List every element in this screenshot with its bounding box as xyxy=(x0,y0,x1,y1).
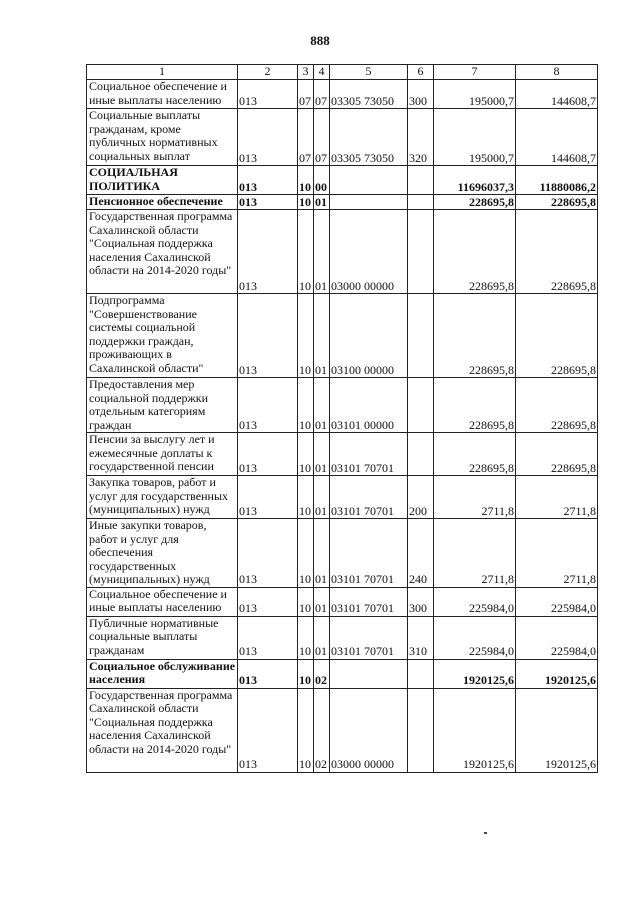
row-subsection-code xyxy=(314,433,330,476)
row-subsection-code-text: 00 xyxy=(315,179,327,194)
row-expense-type-code xyxy=(408,210,434,294)
row-amount-2 xyxy=(516,433,598,476)
row-subsection-code-text: 02 xyxy=(315,673,327,687)
row-name-text: Пенсионное обеспечение xyxy=(89,194,223,208)
row-expense-type-code xyxy=(408,587,434,616)
row-amount-2-text: 228695,8 xyxy=(551,417,596,432)
row-target-item-code xyxy=(330,210,408,294)
row-expense-type-code-text: 320 xyxy=(409,150,427,165)
row-section-code-text: 10 xyxy=(299,460,311,475)
row-amount-2-text: 225984,0 xyxy=(551,601,596,615)
row-name xyxy=(87,195,238,210)
row-ministry-code-text: 013 xyxy=(239,93,257,108)
row-subsection-code-text: 01 xyxy=(315,503,327,518)
row-section-code-text: 10 xyxy=(299,417,311,432)
table-row xyxy=(87,587,598,616)
row-target-item-code xyxy=(330,587,408,616)
row-amount-2-text: 2711,8 xyxy=(563,572,596,586)
row-name xyxy=(87,476,238,519)
row-section-code xyxy=(298,688,314,772)
row-amount-2-text: 228695,8 xyxy=(551,460,596,475)
row-target-item-code-text: 03101 70701 xyxy=(331,503,394,518)
row-subsection-code xyxy=(314,294,330,378)
row-subsection-code-text: 07 xyxy=(315,93,327,108)
row-amount-2 xyxy=(516,294,598,378)
row-expense-type-code xyxy=(408,195,434,210)
row-ministry-code-text: 013 xyxy=(239,673,257,687)
row-target-item-code-text: 03305 73050 xyxy=(331,93,394,108)
row-amount-1 xyxy=(434,587,516,616)
row-ministry-code xyxy=(238,616,298,659)
row-subsection-code-text: 02 xyxy=(315,757,327,771)
row-expense-type-code xyxy=(408,476,434,519)
row-section-code-text: 10 xyxy=(299,673,311,687)
header-cell: 3 xyxy=(298,65,314,80)
row-subsection-code xyxy=(314,688,330,772)
row-name-text: Государственная программа Сахалинской области "Социальная поддержка населения Сахалинской области на 2014-2020 годы" xyxy=(89,209,233,277)
row-section-code xyxy=(298,616,314,659)
row-name xyxy=(87,210,238,294)
row-amount-2 xyxy=(516,80,598,109)
row-ministry-code-text: 013 xyxy=(239,572,257,586)
row-amount-2-text: 228695,8 xyxy=(551,362,596,377)
row-amount-1-text: 225984,0 xyxy=(469,644,514,658)
row-section-code-text: 10 xyxy=(299,179,311,194)
row-target-item-code-text: 03101 00000 xyxy=(331,417,394,432)
row-section-code xyxy=(298,476,314,519)
row-name-text: Социальные выплаты гражданам, кроме публичных нормативных социальных выплат xyxy=(89,108,218,163)
table-row xyxy=(87,294,598,378)
row-name xyxy=(87,519,238,588)
table-row xyxy=(87,378,598,433)
row-ministry-code-text: 013 xyxy=(239,278,257,293)
row-amount-2 xyxy=(516,210,598,294)
row-ministry-code xyxy=(238,688,298,772)
row-subsection-code xyxy=(314,210,330,294)
row-ministry-code xyxy=(238,659,298,688)
row-section-code xyxy=(298,294,314,378)
row-name-text: Публичные нормативные социальные выплаты гражданам xyxy=(89,616,219,657)
row-name-text: Иные закупки товаров, работ и услуг для обеспечения государственных (муниципальных) нужд xyxy=(89,518,210,586)
row-section-code-text: 10 xyxy=(299,572,311,586)
table-row xyxy=(87,210,598,294)
row-target-item-code xyxy=(330,294,408,378)
row-amount-2 xyxy=(516,476,598,519)
row-subsection-code xyxy=(314,378,330,433)
row-expense-type-code-text: 300 xyxy=(409,601,427,615)
header-cell: 1 xyxy=(87,65,238,80)
row-amount-1-text: 228695,8 xyxy=(469,194,514,209)
row-amount-2-text: 144608,7 xyxy=(551,150,596,165)
row-amount-2-text: 1920125,6 xyxy=(545,673,596,687)
row-target-item-code xyxy=(330,476,408,519)
row-target-item-code xyxy=(330,80,408,109)
row-name-text: Социальное обеспечение и иные выплаты населению xyxy=(89,79,227,107)
row-name-text: Пенсии за выслугу лет и ежемесячные доплаты к государственной пенсии xyxy=(89,432,215,473)
row-target-item-code-text: 03100 00000 xyxy=(331,362,394,377)
row-ministry-code xyxy=(238,210,298,294)
table-row xyxy=(87,109,598,166)
row-amount-2-text: 228695,8 xyxy=(551,194,596,209)
row-ministry-code xyxy=(238,294,298,378)
row-name-text: Социальное обеспечение и иные выплаты населению xyxy=(89,587,227,614)
row-amount-1-text: 1920125,6 xyxy=(463,673,514,687)
row-target-item-code xyxy=(330,166,408,195)
row-ministry-code xyxy=(238,587,298,616)
row-name-text: Государственная программа Сахалинской области "Социальная поддержка населения Сахалинской области на 2014-2020 годы" xyxy=(89,688,233,756)
row-section-code xyxy=(298,378,314,433)
row-name xyxy=(87,378,238,433)
table-row xyxy=(87,616,598,659)
row-target-item-code xyxy=(330,433,408,476)
row-amount-2-text: 228695,8 xyxy=(551,278,596,293)
row-expense-type-code xyxy=(408,109,434,166)
row-name xyxy=(87,294,238,378)
row-section-code xyxy=(298,519,314,588)
row-target-item-code-text: 03101 70701 xyxy=(331,460,394,475)
row-name-text: Социальное обслуживание населения xyxy=(89,659,236,686)
row-subsection-code-text: 01 xyxy=(315,278,327,293)
row-subsection-code xyxy=(314,587,330,616)
row-section-code-text: 10 xyxy=(299,194,311,209)
row-expense-type-code xyxy=(408,294,434,378)
table-row xyxy=(87,659,598,688)
table-row xyxy=(87,519,598,588)
row-target-item-code xyxy=(330,688,408,772)
row-target-item-code-text: 03101 70701 xyxy=(331,572,394,586)
row-subsection-code-text: 01 xyxy=(315,601,327,615)
row-ministry-code xyxy=(238,195,298,210)
header-cell: 6 xyxy=(408,65,434,80)
row-target-item-code xyxy=(330,195,408,210)
row-expense-type-code-text: 310 xyxy=(409,644,427,658)
row-ministry-code-text: 013 xyxy=(239,757,257,771)
row-target-item-code xyxy=(330,378,408,433)
row-amount-2-text: 1920125,6 xyxy=(545,757,596,771)
row-section-code xyxy=(298,109,314,166)
row-amount-2 xyxy=(516,109,598,166)
row-amount-2 xyxy=(516,195,598,210)
row-section-code-text: 10 xyxy=(299,503,311,518)
row-amount-1 xyxy=(434,688,516,772)
budget-table xyxy=(86,64,598,773)
row-section-code xyxy=(298,659,314,688)
row-amount-1 xyxy=(434,80,516,109)
row-amount-1-text: 228695,8 xyxy=(469,278,514,293)
row-subsection-code-text: 01 xyxy=(315,417,327,432)
header-cell: 8 xyxy=(516,65,598,80)
table-row xyxy=(87,433,598,476)
header-row xyxy=(87,65,598,80)
row-amount-1-text: 195000,7 xyxy=(469,150,514,165)
row-expense-type-code-text: 200 xyxy=(409,503,427,518)
row-section-code-text: 07 xyxy=(299,93,311,108)
row-name xyxy=(87,659,238,688)
row-ministry-code-text: 013 xyxy=(239,460,257,475)
table-row xyxy=(87,688,598,772)
row-amount-2 xyxy=(516,616,598,659)
row-name-text: Предоставления мер социальной поддержки отдельным категориям граждан xyxy=(89,377,209,432)
row-target-item-code-text: 03000 00000 xyxy=(331,278,394,293)
row-amount-2 xyxy=(516,587,598,616)
row-section-code-text: 10 xyxy=(299,757,311,771)
header-cell: 2 xyxy=(238,65,298,80)
row-name-text: Подпрограмма "Совершенствование системы социальной поддержки граждан, проживающих в Сахалинской области" xyxy=(89,293,204,375)
row-amount-2 xyxy=(516,378,598,433)
row-ministry-code-text: 013 xyxy=(239,179,257,194)
row-name xyxy=(87,616,238,659)
row-amount-1 xyxy=(434,294,516,378)
header-cell: 7 xyxy=(434,65,516,80)
row-amount-1-text: 2711,8 xyxy=(481,503,514,518)
row-target-item-code xyxy=(330,519,408,588)
row-ministry-code-text: 013 xyxy=(239,503,257,518)
row-subsection-code-text: 01 xyxy=(315,460,327,475)
row-ministry-code xyxy=(238,378,298,433)
row-ministry-code-text: 013 xyxy=(239,362,257,377)
table-row xyxy=(87,195,598,210)
row-amount-1 xyxy=(434,519,516,588)
row-subsection-code-text: 01 xyxy=(315,362,327,377)
row-expense-type-code xyxy=(408,166,434,195)
row-name xyxy=(87,80,238,109)
row-amount-1-text: 228695,8 xyxy=(469,460,514,475)
row-section-code-text: 10 xyxy=(299,601,311,615)
row-target-item-code xyxy=(330,616,408,659)
row-amount-1 xyxy=(434,195,516,210)
header-cell: 4 xyxy=(314,65,330,80)
row-amount-1 xyxy=(434,659,516,688)
row-amount-2 xyxy=(516,688,598,772)
row-amount-1-text: 225984,0 xyxy=(469,601,514,615)
row-expense-type-code-text: 300 xyxy=(409,93,427,108)
table-row xyxy=(87,80,598,109)
row-section-code xyxy=(298,587,314,616)
row-amount-1-text: 228695,8 xyxy=(469,417,514,432)
row-expense-type-code-text: 240 xyxy=(409,572,427,586)
row-ministry-code-text: 013 xyxy=(239,644,257,658)
row-subsection-code-text: 07 xyxy=(315,150,327,165)
row-amount-2-text: 225984,0 xyxy=(551,644,596,658)
row-amount-2 xyxy=(516,519,598,588)
row-section-code-text: 10 xyxy=(299,644,311,658)
row-ministry-code-text: 013 xyxy=(239,601,257,615)
row-amount-1-text: 2711,8 xyxy=(481,572,514,586)
row-amount-2 xyxy=(516,659,598,688)
row-subsection-code-text: 01 xyxy=(315,644,327,658)
row-ministry-code-text: 013 xyxy=(239,194,257,209)
row-expense-type-code xyxy=(408,519,434,588)
row-subsection-code xyxy=(314,616,330,659)
row-expense-type-code xyxy=(408,80,434,109)
row-subsection-code xyxy=(314,109,330,166)
row-section-code xyxy=(298,195,314,210)
row-amount-1 xyxy=(434,109,516,166)
row-section-code xyxy=(298,166,314,195)
row-expense-type-code xyxy=(408,378,434,433)
row-subsection-code xyxy=(314,519,330,588)
row-name xyxy=(87,587,238,616)
table-row xyxy=(87,166,598,195)
row-section-code xyxy=(298,433,314,476)
row-section-code-text: 10 xyxy=(299,362,311,377)
row-ministry-code-text: 013 xyxy=(239,417,257,432)
row-amount-1-text: 1920125,6 xyxy=(463,757,514,771)
row-ministry-code xyxy=(238,80,298,109)
row-ministry-code xyxy=(238,433,298,476)
row-section-code-text: 10 xyxy=(299,278,311,293)
scan-speck xyxy=(484,832,487,834)
row-expense-type-code xyxy=(408,659,434,688)
row-ministry-code xyxy=(238,109,298,166)
header-cell: 5 xyxy=(330,65,408,80)
row-amount-2 xyxy=(516,166,598,195)
table-row xyxy=(87,476,598,519)
row-target-item-code-text: 03305 73050 xyxy=(331,150,394,165)
row-target-item-code-text: 03000 00000 xyxy=(331,757,394,771)
row-target-item-code xyxy=(330,659,408,688)
row-name xyxy=(87,109,238,166)
row-name xyxy=(87,688,238,772)
row-subsection-code xyxy=(314,476,330,519)
row-subsection-code xyxy=(314,195,330,210)
row-subsection-code xyxy=(314,80,330,109)
row-amount-1 xyxy=(434,166,516,195)
row-name xyxy=(87,166,238,195)
row-section-code xyxy=(298,210,314,294)
row-amount-1-text: 195000,7 xyxy=(469,93,514,108)
row-amount-1 xyxy=(434,433,516,476)
row-amount-2-text: 2711,8 xyxy=(563,503,596,518)
row-amount-1 xyxy=(434,210,516,294)
row-expense-type-code xyxy=(408,688,434,772)
row-amount-1-text: 11696037,3 xyxy=(457,179,514,194)
row-amount-2-text: 144608,7 xyxy=(551,93,596,108)
row-subsection-code-text: 01 xyxy=(315,194,327,209)
row-ministry-code xyxy=(238,519,298,588)
row-target-item-code-text: 03101 70701 xyxy=(331,644,394,658)
row-amount-2-text: 11880086,2 xyxy=(539,179,596,194)
row-amount-1 xyxy=(434,616,516,659)
row-subsection-code-text: 01 xyxy=(315,572,327,586)
row-subsection-code xyxy=(314,659,330,688)
row-expense-type-code xyxy=(408,433,434,476)
page-number: 888 xyxy=(310,33,330,48)
row-ministry-code xyxy=(238,166,298,195)
row-name-text: СОЦИАЛЬНАЯ ПОЛИТИКА xyxy=(89,165,178,193)
row-target-item-code xyxy=(330,109,408,166)
row-expense-type-code xyxy=(408,616,434,659)
row-section-code xyxy=(298,80,314,109)
row-amount-1 xyxy=(434,476,516,519)
row-amount-1-text: 228695,8 xyxy=(469,362,514,377)
row-name-text: Закупка товаров, работ и услуг для государственных (муниципальных) нужд xyxy=(89,475,229,516)
row-ministry-code-text: 013 xyxy=(239,150,257,165)
row-ministry-code xyxy=(238,476,298,519)
row-target-item-code-text: 03101 70701 xyxy=(331,601,394,615)
row-subsection-code xyxy=(314,166,330,195)
row-amount-1 xyxy=(434,378,516,433)
row-section-code-text: 07 xyxy=(299,150,311,165)
row-name xyxy=(87,433,238,476)
